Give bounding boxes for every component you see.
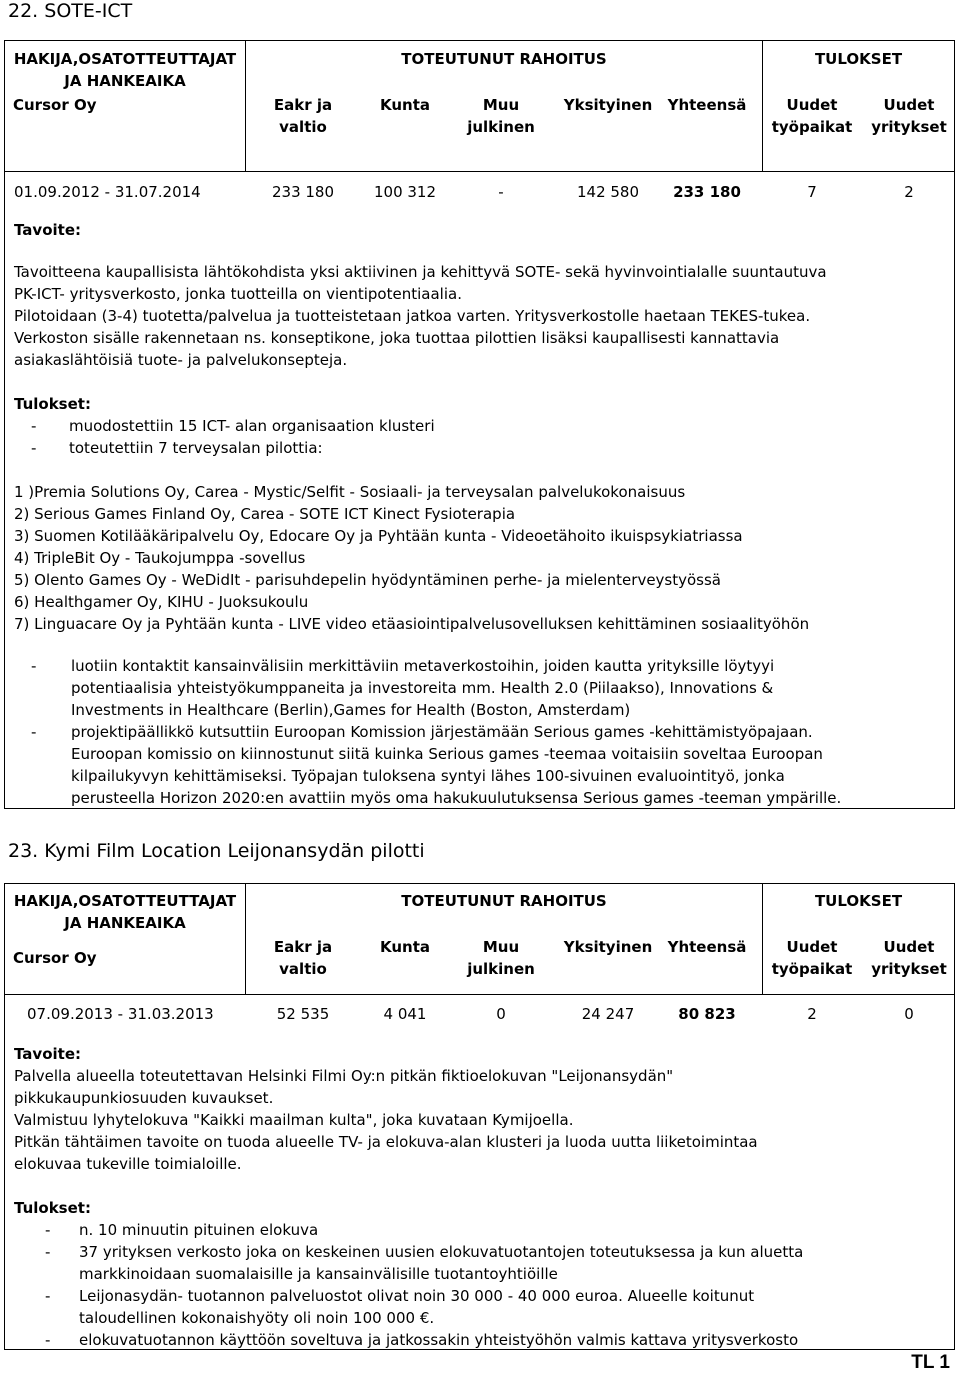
- list-item: - luotiin kontaktit kansainvälisiin merkittäviin metaverkostoihin, joiden kautta yrityksille löytyyi potentiaalisia yhteistyökumppaneita ja investoreita mm. Health 2.0 (Piilaakso), Innovations & Investments in Healthcare (Berlin),Games for Health (Boston, Amsterdam): [31, 657, 775, 719]
- col-eakr: Eakr ja valtio: [273, 938, 333, 978]
- project-period: 01.09.2012 - 31.07.2014: [14, 183, 201, 201]
- applicant-name: Cursor Oy: [13, 96, 97, 114]
- col-eakr: Eakr ja valtio: [273, 96, 333, 136]
- list-item: - 37 yrityksen verkosto joka on keskeinen uusien elokuvatuotantojen toteutuksessa ja kun aluetta markkinoidaan suomalaisille ja kansainvälisille tuotantoyhtiöille: [45, 1243, 804, 1283]
- table-divider: [5, 994, 954, 995]
- col-muu: Muu julkinen: [467, 938, 535, 978]
- results-label: Tulokset:: [14, 1199, 91, 1217]
- list-item: - elokuvatuotannon käyttöön soveltuva ja jatkossakin yhteistyöhön valmis kattava yritysverkosto: [45, 1331, 799, 1349]
- list-item: 3) Suomen Kotilääkäripalvelu Oy, Edocare Oy ja Pyhtään kunta - Videoetähoito ikuispsykiatriassa: [14, 527, 743, 545]
- section-23-title: 23. Kymi Film Location Leijonansydän pilotti: [8, 840, 425, 862]
- value-yritykset: 0: [904, 1005, 914, 1023]
- value-yksityinen: 24 247: [581, 1005, 635, 1023]
- more-results-list: [5, 655, 841, 809]
- value-yritykset: 2: [904, 183, 914, 201]
- results-list: [5, 1219, 803, 1351]
- list-item: - n. 10 minuutin pituinen elokuva: [45, 1221, 319, 1239]
- goal-label: Tavoite:: [14, 221, 81, 239]
- project-period: 07.09.2013 - 31.03.2013: [27, 1005, 214, 1023]
- results-list: [5, 415, 435, 459]
- header-funding: TOTEUTUNUT RAHOITUS: [401, 50, 607, 68]
- table-divider: [5, 171, 954, 172]
- col-kunta: Kunta: [379, 938, 430, 956]
- list-item: 4) TripleBit Oy - Taukojumppa -sovellus: [14, 549, 306, 567]
- applicant-name: Cursor Oy: [13, 949, 97, 967]
- page-label: TL 1: [911, 1352, 950, 1373]
- col-yhteensa: Yhteensä: [667, 96, 747, 114]
- header-project: HAKIJA,OSATOTTEUTTAJAT JA HANKEAIKA: [13, 50, 237, 90]
- value-muu: -: [498, 183, 504, 201]
- header-funding: TOTEUTUNUT RAHOITUS: [401, 892, 607, 910]
- col-yksityinen: Yksityinen: [563, 96, 653, 114]
- list-item: - Leijonasydän- tuotannon palveluostot olivat noin 30 000 - 40 000 euroa. Alueelle koitunut taloudellinen kokonaishyöty oli noin 100 000 €.: [45, 1287, 755, 1327]
- goal-line: pikkukaupunkiosuuden kuvaukset.: [14, 1089, 274, 1107]
- col-yritykset: Uudet yritykset: [871, 938, 947, 978]
- value-muu: 0: [496, 1005, 506, 1023]
- value-yksityinen: 142 580: [576, 183, 640, 201]
- goal-line: elokuvaa tukeville toimialoille.: [14, 1155, 242, 1173]
- col-yhteensa: Yhteensä: [667, 938, 747, 956]
- goal-line: Palvella alueella toteutettavan Helsinki Filmi Oy:n pitkän fiktioelokuvan "Leijonansydän": [14, 1067, 674, 1085]
- value-tyopaikat: 7: [807, 183, 817, 201]
- value-eakr: 52 535: [276, 1005, 330, 1023]
- value-yhteensa: 233 180: [673, 183, 741, 201]
- goal-line: Verkoston sisälle rakennetaan ns. konseptikone, joka tuottaa pilottien lisäksi kaupallisesti kannattavia: [14, 329, 780, 347]
- goal-line: Pilotoidaan (3-4) tuotetta/palvelua ja tuotteistetaan jatkoa varten. Yritysverkostolle haetaan TEKES-tukea.: [14, 307, 811, 325]
- goal-line: Valmistuu lyhytelokuva "Kaikki maailman kulta", joka kuvataan Kymijoella.: [14, 1111, 574, 1129]
- list-item: 1 )Premia Solutions Oy, Carea - Mystic/Selfit - Sosiaali- ja terveysalan palvelukokonaisuus: [14, 483, 686, 501]
- list-item: - projektipäällikkö kutsuttiin Euroopan Komission järjestämään Serious games -kehittämistyöpajaan. Euroopan komissio on kiinnostunut siitä kuinka Serious games -teemaa voitaisiin soveltaa Euroopan kilpailukyvyn kehittämiseksi. Työpajan tuloksena syntyi lähes 100-sivuinen evaluointityö, jonka perusteella Horizon 2020:en avattiin myös oma hakukuulutuksensa Serious games -teeman ympärille.: [31, 723, 842, 807]
- results-label: Tulokset:: [14, 395, 91, 413]
- header-project: HAKIJA,OSATOTTEUTTAJAT JA HANKEAIKA: [13, 892, 237, 932]
- value-yhteensa: 80 823: [678, 1005, 736, 1023]
- value-kunta: 100 312: [373, 183, 437, 201]
- col-kunta: Kunta: [379, 96, 430, 114]
- goal-line: Pitkän tähtäimen tavoite on tuoda alueelle TV- ja elokuva-alan klusteri ja luoda uutta liiketoimintaa: [14, 1133, 758, 1151]
- list-item: - muodostettiin 15 ICT- alan organisaation klusteri: [31, 417, 435, 435]
- list-item: 6) Healthgamer Oy, KIHU - Juoksukoulu: [14, 593, 309, 611]
- section-22-title: 22. SOTE-ICT: [8, 0, 133, 22]
- list-item: 2) Serious Games Finland Oy, Carea - SOTE ICT Kinect Fysioterapia: [14, 505, 516, 523]
- list-item: 7) Linguacare Oy ja Pyhtään kunta - LIVE video etäasiointipalvelusovelluksen kehittäminen sosiaalityöhön: [14, 615, 810, 633]
- goal-line: PK-ICT- yritysverkosto, jonka tuotteilla on vientipotentiaalia.: [14, 285, 462, 303]
- col-muu: Muu julkinen: [467, 96, 535, 136]
- header-results: TULOKSET: [814, 50, 903, 68]
- col-tyopaikat: Uudet työpaikat: [771, 938, 853, 978]
- value-tyopaikat: 2: [807, 1005, 817, 1023]
- col-yksityinen: Yksityinen: [563, 938, 653, 956]
- header-results: TULOKSET: [814, 892, 903, 910]
- value-kunta: 4 041: [383, 1005, 427, 1023]
- section-22-box: [4, 40, 955, 809]
- col-tyopaikat: Uudet työpaikat: [771, 96, 853, 136]
- goal-line: asiakaslähtöisiä tuote- ja palvelukonsepteja.: [14, 351, 348, 369]
- goal-line: Tavoitteena kaupallisista lähtökohdista yksi aktiivinen ja kehittyvä SOTE- sekä hyvinvointialalle suuntautuva: [14, 263, 827, 281]
- col-yritykset: Uudet yritykset: [871, 96, 947, 136]
- goal-label: Tavoite:: [14, 1045, 81, 1063]
- list-item: - toteutettiin 7 terveysalan pilottia:: [31, 439, 323, 457]
- value-eakr: 233 180: [271, 183, 335, 201]
- list-item: 5) Olento Games Oy - WeDidIt - parisuhdepelin hyödyntäminen perhe- ja mielenterveystyössä: [14, 571, 721, 589]
- section-23-box: [4, 883, 955, 1350]
- pilot-list: [14, 481, 809, 635]
